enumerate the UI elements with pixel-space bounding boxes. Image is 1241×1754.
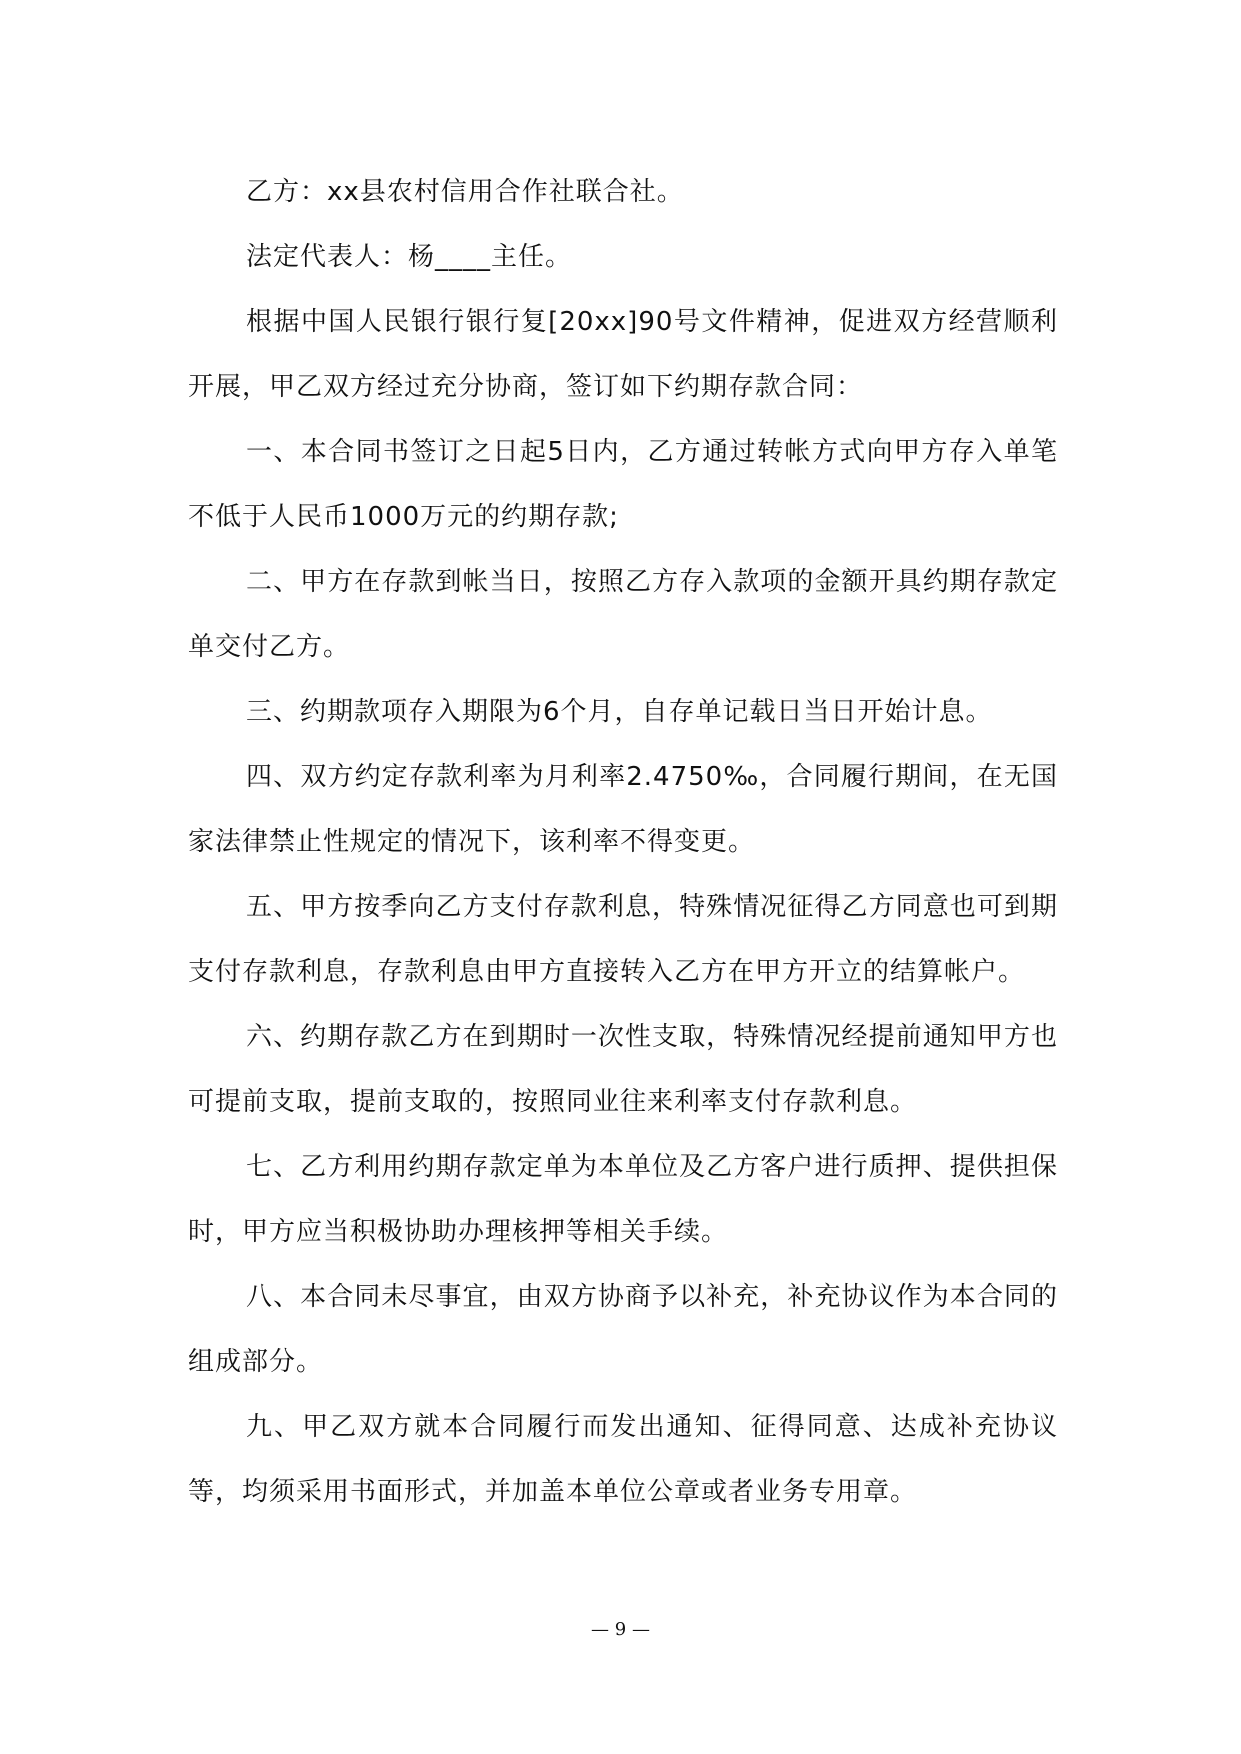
paragraph-clause-7: 七、乙方利用约期存款定单为本单位及乙方客户进行质押、提供担保时，甲方应当积极协助办理核押等相关手续。 [188,1152,1058,1247]
paragraph-party-b: 乙方：xx县农村信用合作社联合社。 [246,177,684,207]
paragraph-clause-4: 四、双方约定存款利率为月利率2.4750‰，合同履行期间，在无国家法律禁止性规定的情况下，该利率不得变更。 [188,762,1058,857]
document-body [188,160,1058,1525]
paragraph-legal-representative: 法定代表人：杨____主任。 [246,242,573,272]
paragraph-clause-8: 八、本合同未尽事宜，由双方协商予以补充，补充协议作为本合同的组成部分。 [188,1282,1058,1377]
page-number: — 9 — [591,1619,650,1640]
paragraph-clause-9: 九、甲乙双方就本合同履行而发出通知、征得同意、达成补充协议等，均须采用书面形式，并加盖本单位公章或者业务专用章。 [188,1412,1058,1507]
paragraph-preamble: 根据中国人民银行银行复[20xx]90号文件精神，促进双方经营顺利开展，甲乙双方经过充分协商，签订如下约期存款合同： [188,307,1058,402]
paragraph-clause-1: 一、本合同书签订之日起5日内，乙方通过转帐方式向甲方存入单笔不低于人民币1000万元的约期存款; [188,437,1058,532]
paragraph-clause-5: 五、甲方按季向乙方支付存款利息，特殊情况征得乙方同意也可到期支付存款利息，存款利息由甲方直接转入乙方在甲方开立的结算帐户。 [188,892,1058,987]
paragraph-clause-6: 六、约期存款乙方在到期时一次性支取，特殊情况经提前通知甲方也可提前支取，提前支取的，按照同业往来利率支付存款利息。 [188,1022,1058,1117]
paragraph-clause-2: 二、甲方在存款到帐当日，按照乙方存入款项的金额开具约期存款定单交付乙方。 [188,567,1058,662]
paragraph-clause-3: 三、约期款项存入期限为6个月，自存单记载日当日开始计息。 [246,697,993,727]
